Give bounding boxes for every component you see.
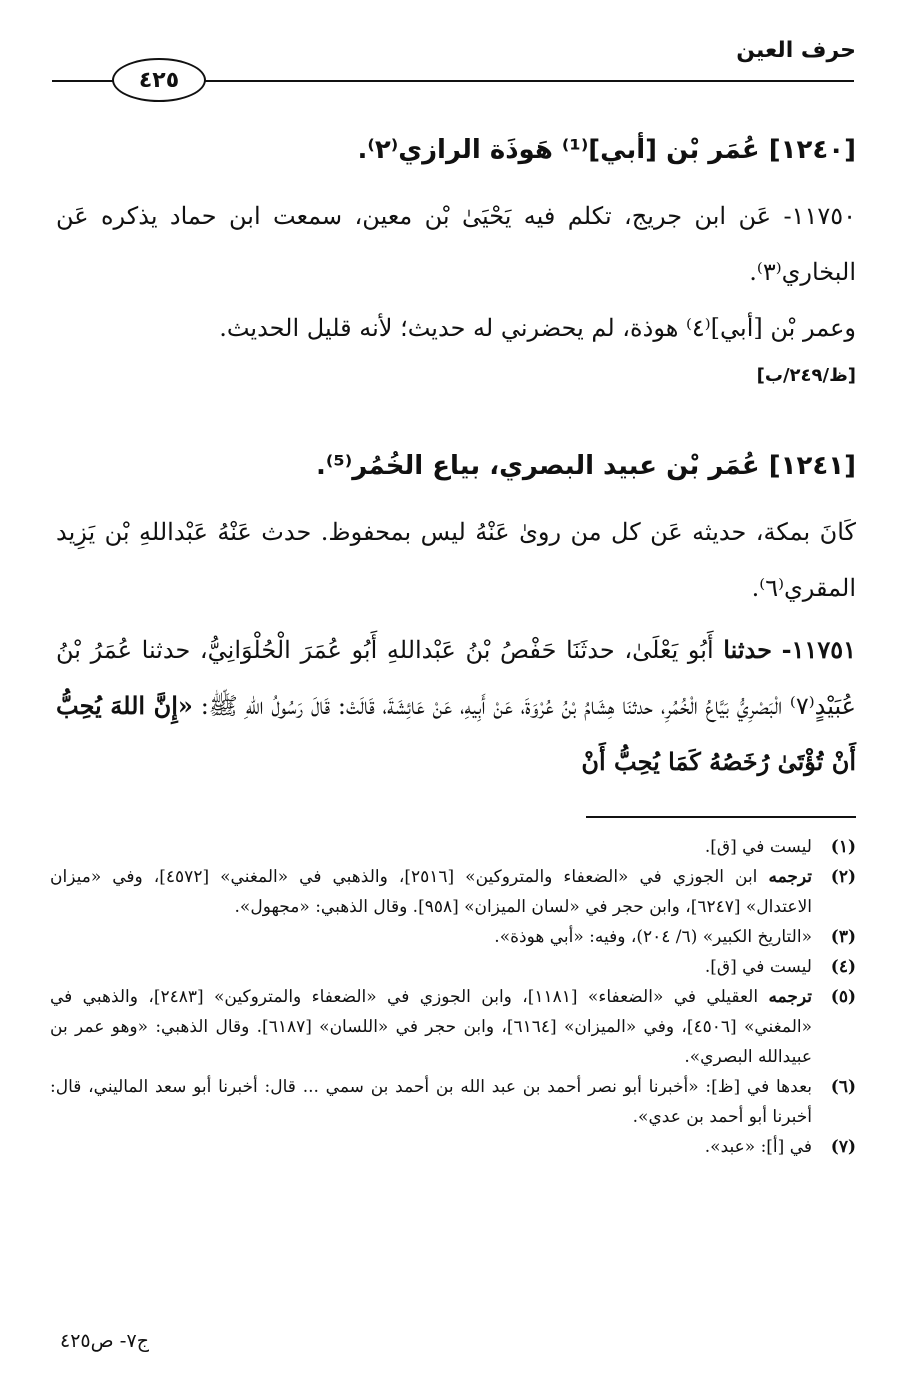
hadith-number: ١١٧٥١- [781,635,856,664]
footnote-text [50,862,812,922]
footnote-number: (٥) [830,987,856,1007]
entry-1240-para-2: وعمر بْن [أبي]⁽٤⁾ هوذة، لم يحضرني له حديث؛ لأنه قليل الحديث. [219,314,856,342]
page-number-badge [112,58,206,102]
volume-page-signature: ج٧- ص٤٢٥ [60,1330,149,1352]
entry-1240-heading: [١٢٤٠] عُمَر بْن [أبي]⁽¹⁾ هَوذَة الرازي⁽٢⁾. [357,135,856,165]
footnote-number: (٧) [830,1137,856,1157]
footnote-rule [586,816,856,818]
hadith-paragraph [56,622,856,790]
footnote-text: «التاريخ الكبير» (٦/ ٢٠٤)، وفيه: «أبي هوذة». [494,927,812,947]
footnote [50,1072,856,1132]
hadith-lead: حدثنا [723,635,772,664]
footnote-text: ليست في [ق]. [704,957,812,977]
footnote [50,1132,856,1162]
footnote [50,952,856,982]
footnote-lead: ترجمه [768,867,813,887]
footnote-text: في [أ]: «عبد». [704,1137,812,1157]
footnote-lead: ترجمه [768,987,812,1007]
footnote-text [50,982,812,1072]
footnote-text: ليست في [ق]. [704,837,812,857]
footnote-number: (٤) [830,957,856,977]
footnote-number: (٢) [830,867,856,887]
footnote-body: ابن الجوزي في «الضعفاء والمتروكين» [٢٥١٦]، والذهبي في «المغني» [٤٥٧٢]، وفي «ميزان الاعتدال» [٦٢٤٧]، وابن حجر في «لسان الميزان» [٩٥٨]. وقال الذهبي: «مجهول». [50,867,812,917]
footnote [50,862,856,922]
page-number: ٤٢٥ [138,67,180,93]
entry-1241-para-1: كَانَ بمكة، حديثه عَن كل من روىٰ عَنْهُ ليس بمحفوظ. حدث عَنْهُ عَبْداللهِ بْن يَزِيد المقري⁽٦⁾. [56,518,856,602]
entry-1241 [56,438,856,790]
hadith-text: أَبُو يَعْلَىٰ، حدثَنَا حَفْصُ بْنُ عَبْداللهِ أَبُو عُمَرَ الْحُلْوَانِيُّ، حدثنا عُمَرُ بْنُ عُبَيْدٍ⁽٧⁾ الْبَصْرِيُّ بَيَّاعُ الْخُمُرِ، حدثنَا هِشَامُ بْنُ عُرْوَةَ، عَنْ أَبِيهِ، عَنْ عَائِشَةَ، قَالَتْ: قَالَ رَسُولُ اللهِ ﷺ: [56,636,856,720]
footnote-number: (٣) [830,927,856,947]
footnote-number: (١) [830,837,856,857]
footnote [50,982,856,1072]
footnote-text: بعدها في [ظ]: «أخبرنا أبو نصر أحمد بن عبد الله بن أحمد بن سمي ... قال: أخبرنا أبو سعد الماليني، قال: أخبرنا أبو أحمد بن عدي». [50,1077,812,1127]
running-header-title: حرف العين [736,38,856,63]
entry-1240-para-1: ١١٧٥٠- عَن ابن جريج، تكلم فيه يَحْيَىٰ بْن معين، سمعت ابن حماد يذكره عَن البخاري⁽٣⁾. [56,202,856,286]
entry-1240 [56,122,856,396]
footnote-number: (٦) [830,1077,856,1097]
footnote [50,832,856,862]
entry-1241-heading: [١٢٤١] عُمَر بْن عبيد البصري، بياع الخُمُر⁽⁵⁾. [315,451,856,481]
footnote-body: العقيلي في «الضعفاء» [١١٨١]، وابن الجوزي في «الضعفاء والمتروكين» [٢٤٨٣]، والذهبي في «المغني» [٤٥٠٦]، وفي «الميزان» [٦١٦٤]، وابن حجر في «اللسان» [٦١٨٧]. وقال الذهبي: «وهو عمر بن عبيدالله البصري». [50,987,812,1067]
footnotes [50,832,856,1162]
hadith-quote: «إِنَّ اللهَ يُحِبُّ أَنْ تُؤْتَىٰ رُخَصُهُ كَمَا يُحِبُّ أَنْ [56,691,856,776]
footnote [50,922,856,952]
manuscript-ref: [ظ/٢٤٩/ب] [756,365,856,386]
